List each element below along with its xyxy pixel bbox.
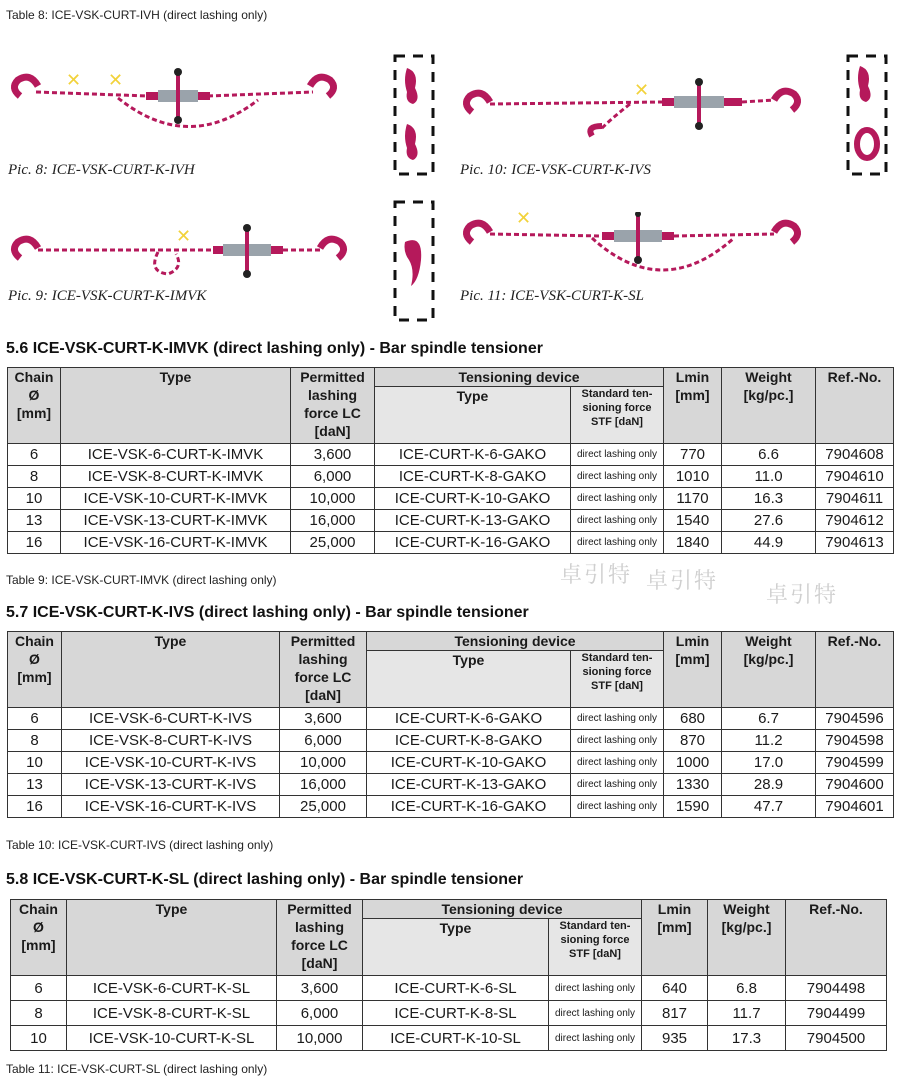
svg-text:✕: ✕ <box>66 70 82 91</box>
table-cell: 7904598 <box>816 730 894 752</box>
table-cell: 44.9 <box>722 532 816 554</box>
lashing-chain-illustration-ivh <box>8 62 343 154</box>
table-cell: 7904600 <box>816 774 894 796</box>
header-weight: Weight [kg/pc.] <box>708 900 786 976</box>
table-cell: 935 <box>642 1026 708 1051</box>
watermark: 卓引特 <box>766 582 839 607</box>
header-chain: Chain Ø [mm] <box>8 632 62 708</box>
svg-text:✕: ✕ <box>176 226 192 247</box>
table-row <box>11 976 887 1001</box>
table-cell: ICE-VSK-8-CURT-K-IMVK <box>61 466 291 488</box>
header-lashing-force: Permitted lashing force LC [daN] <box>291 368 375 444</box>
section-heading-5-8: 5.8 ICE-VSK-CURT-K-SL (direct lashing only) - Bar spindle tensioner <box>6 871 524 888</box>
table-row <box>11 1026 887 1051</box>
table-cell: ICE-VSK-10-CURT-K-IMVK <box>61 488 291 510</box>
table-cell: 770 <box>664 444 722 466</box>
table-cell: 10 <box>11 1026 67 1051</box>
table-cell: 7904610 <box>816 466 894 488</box>
header-type: Type <box>62 632 280 708</box>
header-chain: Chain Ø [mm] <box>11 900 67 976</box>
table-cell: 6.7 <box>722 708 816 730</box>
table-cell: direct lashing only <box>571 510 664 532</box>
table-cell: ICE-VSK-16-CURT-K-IVS <box>62 796 280 818</box>
table-cell: 11.7 <box>708 1001 786 1026</box>
header-device-type: Type <box>363 919 549 976</box>
table-cell: direct lashing only <box>571 752 664 774</box>
table-cell: direct lashing only <box>571 708 664 730</box>
table-cell: ICE-VSK-6-CURT-K-IMVK <box>61 444 291 466</box>
table-cell: 11.2 <box>722 730 816 752</box>
table-cell: ICE-VSK-6-CURT-K-IVS <box>62 708 280 730</box>
table-cell: 7904611 <box>816 488 894 510</box>
header-ref-no: Ref.-No. <box>816 632 894 708</box>
table-cell: 47.7 <box>722 796 816 818</box>
header-tensioning-device: Tensioning device <box>367 632 664 651</box>
table-cell: 1540 <box>664 510 722 532</box>
table-cell: 3,600 <box>280 708 367 730</box>
table-cell: 6.8 <box>708 976 786 1001</box>
table-cell: 1010 <box>664 466 722 488</box>
table-cell: 7904500 <box>786 1026 887 1051</box>
table-cell: 1170 <box>664 488 722 510</box>
table-cell: 17.3 <box>708 1026 786 1051</box>
table-cell: ICE-VSK-8-CURT-K-SL <box>67 1001 277 1026</box>
table-cell: 640 <box>642 976 708 1001</box>
table-row <box>8 532 894 554</box>
spec-table-ivs <box>7 631 894 818</box>
table-cell: ICE-CURT-K-6-GAKO <box>375 444 571 466</box>
header-device-type: Type <box>367 651 571 708</box>
table-cell: 11.0 <box>722 466 816 488</box>
table-cell: 7904608 <box>816 444 894 466</box>
table-cell: direct lashing only <box>549 1026 642 1051</box>
svg-text:✕: ✕ <box>516 212 532 229</box>
table-cell: 16 <box>8 532 61 554</box>
header-tensioning-device: Tensioning device <box>375 368 664 387</box>
table-cell: 7904599 <box>816 752 894 774</box>
table-cell: 6.6 <box>722 444 816 466</box>
header-lmin: Lmin [mm] <box>664 632 722 708</box>
table-cell: 1330 <box>664 774 722 796</box>
pic9-caption: Pic. 9: ICE-VSK-CURT-K-IMVK <box>8 288 207 304</box>
table-cell: ICE-CURT-K-8-SL <box>363 1001 549 1026</box>
table-cell: ICE-VSK-16-CURT-K-IMVK <box>61 532 291 554</box>
table-cell: direct lashing only <box>549 976 642 1001</box>
table-cell: ICE-CURT-K-10-SL <box>363 1026 549 1051</box>
table-cell: 17.0 <box>722 752 816 774</box>
section-heading-5-7: 5.7 ICE-VSK-CURT-K-IVS (direct lashing only) - Bar spindle tensioner <box>6 604 529 621</box>
table-cell: ICE-CURT-K-8-GAKO <box>375 466 571 488</box>
table-cell: direct lashing only <box>549 1001 642 1026</box>
header-lashing-force: Permitted lashing force LC [daN] <box>277 900 363 976</box>
table-cell: direct lashing only <box>571 444 664 466</box>
table-cell: 3,600 <box>277 976 363 1001</box>
pic8-caption: Pic. 8: ICE-VSK-CURT-K-IVH <box>8 162 195 178</box>
table-cell: 16 <box>8 796 62 818</box>
table-cell: ICE-CURT-K-16-GAKO <box>367 796 571 818</box>
header-stf: Standard ten- sioning force STF [daN] <box>571 651 664 708</box>
table-cell: ICE-CURT-K-6-SL <box>363 976 549 1001</box>
table-cell: 7904612 <box>816 510 894 532</box>
svg-text:✕: ✕ <box>634 80 650 101</box>
table-cell: 1000 <box>664 752 722 774</box>
header-weight: Weight [kg/pc.] <box>722 368 816 444</box>
table-cell: ICE-VSK-8-CURT-K-IVS <box>62 730 280 752</box>
table10-caption: Table 10: ICE-VSK-CURT-IVS (direct lashing only) <box>6 838 274 852</box>
header-type: Type <box>61 368 291 444</box>
table-cell: ICE-VSK-10-CURT-K-SL <box>67 1026 277 1051</box>
table-cell: ICE-CURT-K-13-GAKO <box>367 774 571 796</box>
table-cell: 8 <box>8 730 62 752</box>
table-cell: ICE-VSK-13-CURT-K-IVS <box>62 774 280 796</box>
table-cell: 6,000 <box>277 1001 363 1026</box>
detail-box-hooks <box>393 54 435 176</box>
table-cell: 7904596 <box>816 708 894 730</box>
table-row <box>8 796 894 818</box>
svg-text:✕: ✕ <box>108 70 124 91</box>
table-row <box>8 752 894 774</box>
table-row <box>8 444 894 466</box>
lashing-chain-illustration-ivs <box>462 78 807 146</box>
header-stf: Standard ten- sioning force STF [daN] <box>549 919 642 976</box>
table-cell: 8 <box>11 1001 67 1026</box>
lashing-chain-illustration-sl <box>462 212 807 294</box>
header-weight: Weight [kg/pc.] <box>722 632 816 708</box>
table-cell: 870 <box>664 730 722 752</box>
table-cell: direct lashing only <box>571 774 664 796</box>
table-cell: 1840 <box>664 532 722 554</box>
table-cell: 6 <box>8 444 61 466</box>
table9-caption: Table 9: ICE-VSK-CURT-IMVK (direct lashing only) <box>6 573 277 587</box>
header-stf: Standard ten- sioning force STF [daN] <box>571 387 664 444</box>
table-row <box>11 1001 887 1026</box>
table-cell: 10,000 <box>280 752 367 774</box>
header-device-type: Type <box>375 387 571 444</box>
table-cell: 6,000 <box>280 730 367 752</box>
table-cell: 7904613 <box>816 532 894 554</box>
table-cell: ICE-CURT-K-10-GAKO <box>367 752 571 774</box>
table-cell: ICE-CURT-K-16-GAKO <box>375 532 571 554</box>
table-row <box>8 774 894 796</box>
watermark: 卓引特 <box>646 568 719 593</box>
table-cell: 7904499 <box>786 1001 887 1026</box>
watermark: 卓引特 <box>560 562 633 587</box>
spec-table-sl <box>10 899 887 1051</box>
table11-caption: Table 11: ICE-VSK-CURT-SL (direct lashing only) <box>6 1062 268 1076</box>
table-cell: 1590 <box>664 796 722 818</box>
table-cell: 13 <box>8 510 61 532</box>
table-cell: 6 <box>8 708 62 730</box>
detail-box-grab-hook <box>393 200 435 322</box>
table-cell: 16.3 <box>722 488 816 510</box>
table-row <box>8 466 894 488</box>
spec-table-imvk <box>7 367 894 554</box>
table-cell: ICE-CURT-K-13-GAKO <box>375 510 571 532</box>
table-cell: 16,000 <box>280 774 367 796</box>
table-cell: 27.6 <box>722 510 816 532</box>
table-cell: 3,600 <box>291 444 375 466</box>
table-cell: ICE-VSK-6-CURT-K-SL <box>67 976 277 1001</box>
header-chain: Chain Ø [mm] <box>8 368 61 444</box>
table8-caption: Table 8: ICE-VSK-CURT-IVH (direct lashing only) <box>6 8 268 22</box>
table-cell: ICE-VSK-10-CURT-K-IVS <box>62 752 280 774</box>
section-heading-5-6: 5.6 ICE-VSK-CURT-K-IMVK (direct lashing only) - Bar spindle tensioner <box>6 340 543 357</box>
header-lashing-force: Permitted lashing force LC [daN] <box>280 632 367 708</box>
table-row <box>8 510 894 532</box>
table-cell: 6 <box>11 976 67 1001</box>
table-cell: 10 <box>8 488 61 510</box>
table-cell: 10,000 <box>291 488 375 510</box>
table-cell: 680 <box>664 708 722 730</box>
table-cell: direct lashing only <box>571 488 664 510</box>
table-cell: 7904601 <box>816 796 894 818</box>
table-cell: 10,000 <box>277 1026 363 1051</box>
table-row <box>8 708 894 730</box>
table-cell: ICE-CURT-K-6-GAKO <box>367 708 571 730</box>
table-cell: direct lashing only <box>571 730 664 752</box>
table-cell: 25,000 <box>291 532 375 554</box>
pic11-caption: Pic. 11: ICE-VSK-CURT-K-SL <box>460 288 645 304</box>
table-row <box>8 488 894 510</box>
table-cell: 6,000 <box>291 466 375 488</box>
table-cell: 8 <box>8 466 61 488</box>
detail-box-hook-ring <box>846 54 888 176</box>
table-cell: 25,000 <box>280 796 367 818</box>
table-cell: direct lashing only <box>571 796 664 818</box>
header-tensioning-device: Tensioning device <box>363 900 642 919</box>
header-ref-no: Ref.-No. <box>786 900 887 976</box>
table-cell: 28.9 <box>722 774 816 796</box>
table-cell: direct lashing only <box>571 532 664 554</box>
pic10-caption: Pic. 10: ICE-VSK-CURT-K-IVS <box>460 162 651 178</box>
table-cell: 7904498 <box>786 976 887 1001</box>
table-cell: 13 <box>8 774 62 796</box>
table-cell: 16,000 <box>291 510 375 532</box>
table-cell: 817 <box>642 1001 708 1026</box>
table-cell: ICE-CURT-K-8-GAKO <box>367 730 571 752</box>
header-type: Type <box>67 900 277 976</box>
header-ref-no: Ref.-No. <box>816 368 894 444</box>
header-lmin: Lmin [mm] <box>664 368 722 444</box>
table-cell: direct lashing only <box>571 466 664 488</box>
table-cell: ICE-VSK-13-CURT-K-IMVK <box>61 510 291 532</box>
lashing-chain-illustration-imvk <box>8 222 353 290</box>
table-cell: ICE-CURT-K-10-GAKO <box>375 488 571 510</box>
header-lmin: Lmin [mm] <box>642 900 708 976</box>
table-cell: 10 <box>8 752 62 774</box>
table-row <box>8 730 894 752</box>
